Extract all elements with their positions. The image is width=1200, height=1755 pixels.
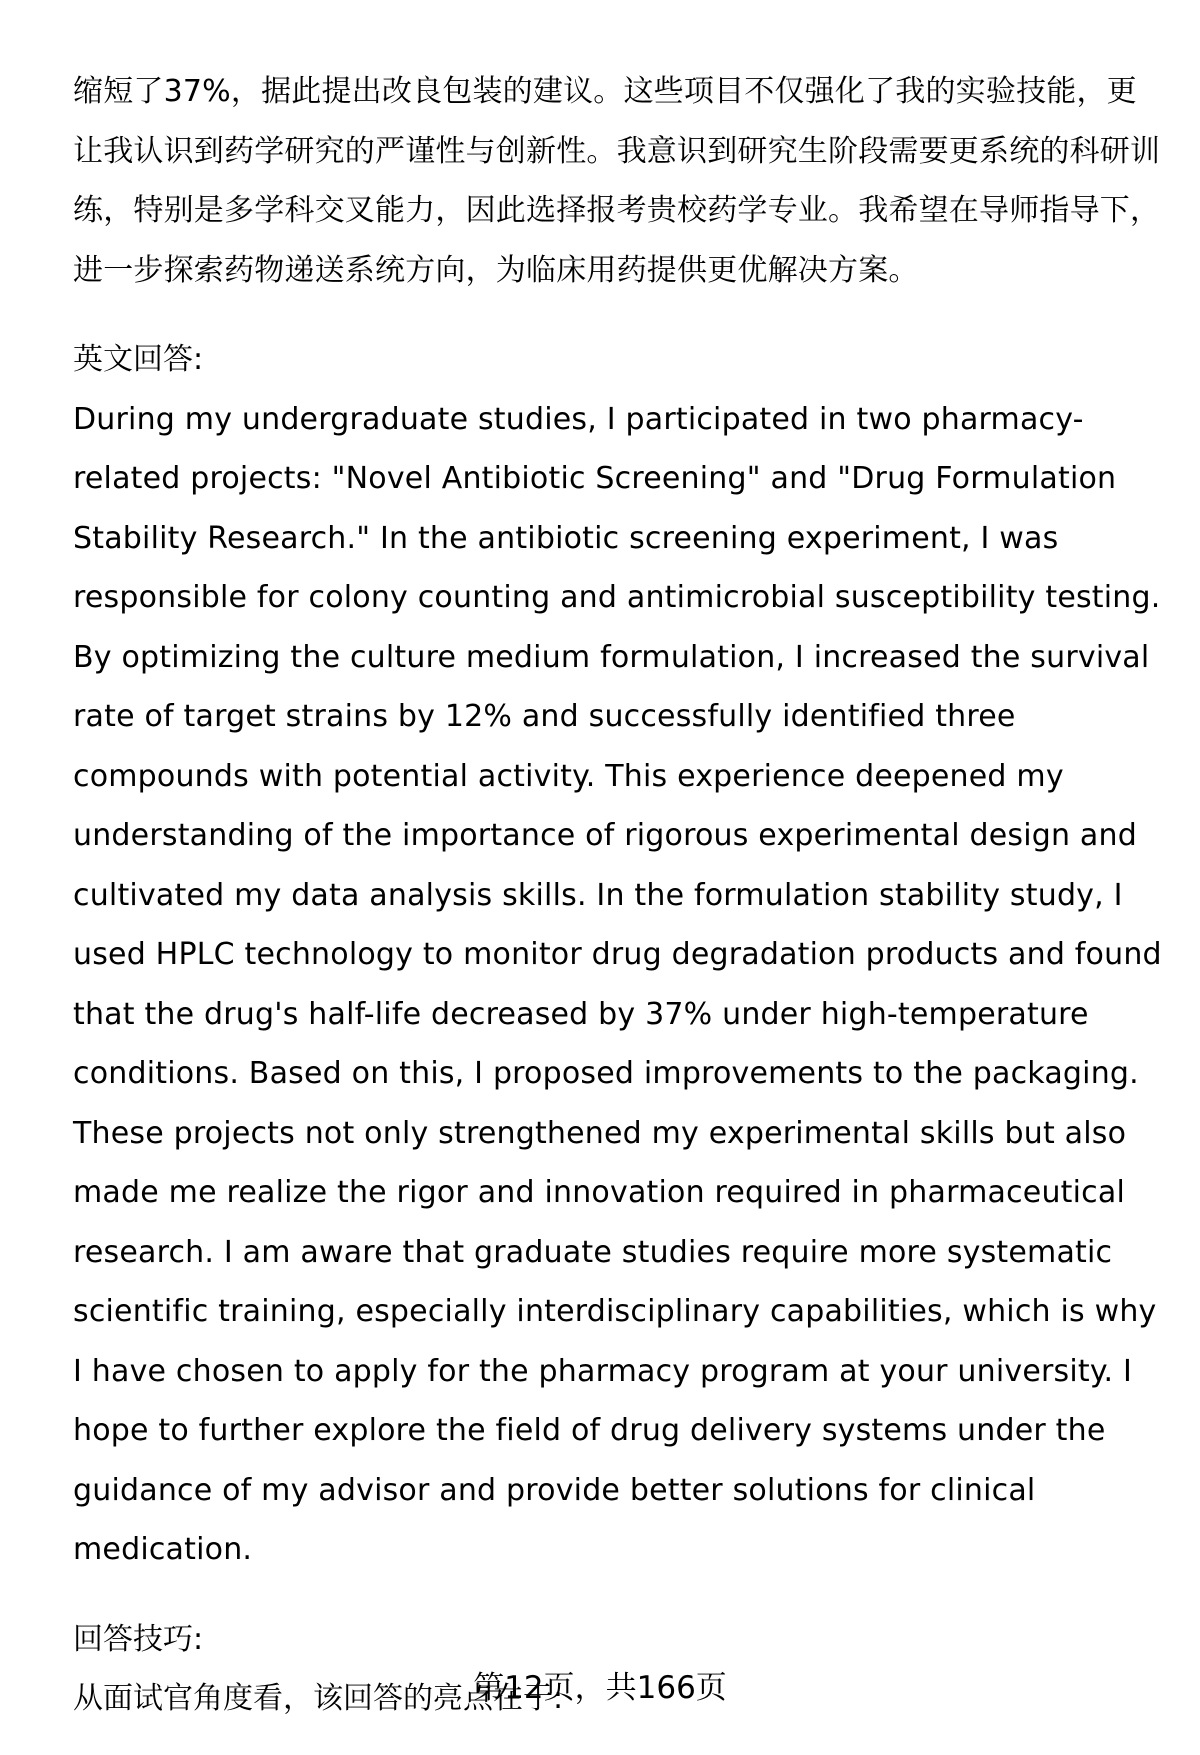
paragraph-spacer (73, 300, 1163, 330)
page-number-footer: 第12页，共166页 (473, 1670, 727, 1706)
english-answer-label: 英文回答: (73, 342, 204, 377)
answer-tips-intro: 从面试官角度看，该回答的亮点在于: (73, 1681, 564, 1716)
answer-tips-label: 回答技巧: (73, 1621, 204, 1657)
paragraph-spacer (73, 1580, 1163, 1610)
english-answer-paragraph: During my undergraduate studies, I participated in two pharmacy-related projects: "Novel Antibiotic Screening" and "Drug Formulation Stability Research." In the antibiotic screening experiment, I was responsible for colony counting and antimicrobial susceptibility testing. By optimizing the culture medium formulation, I increased the survival rate of target strains by 12% and successfully identified three compounds with potential activity. This experience deepened my understanding of the importance of rigorous experimental design and cultivated my data analysis skills. In the formulation stability study, I used HPLC technology to monitor drug degradation products and found that the drug's half-life decreased by 37% under high-temperature conditions. Based on this, I proposed improvements to the packaging. These projects not only strengthened my experimental skills but also made me realize the rigor and innovation required in pharmaceutical research. I am aware that graduate studies require more systematic scientific training, especially interdisciplinary capabilities, which is why I have chosen to apply for the pharmacy program at your university. I hope to further explore the field of drug delivery systems under the guidance of my advisor and provide better solutions for clinical medication. (73, 401, 1162, 1567)
document-page (73, 62, 1163, 1729)
chinese-answer-paragraph: 缩短了37%，据此提出改良包装的建议。这些项目不仅强化了我的实验技能，更让我认识到药学研究的严谨性与创新性。我意识到研究生阶段需要更系统的科研训练，特别是多学科交叉能力，因此选择报考贵校药学专业。我希望在导师指导下，进一步探索药物递送系统方向，为临床用药提供更优解决方案。 (73, 74, 1161, 288)
